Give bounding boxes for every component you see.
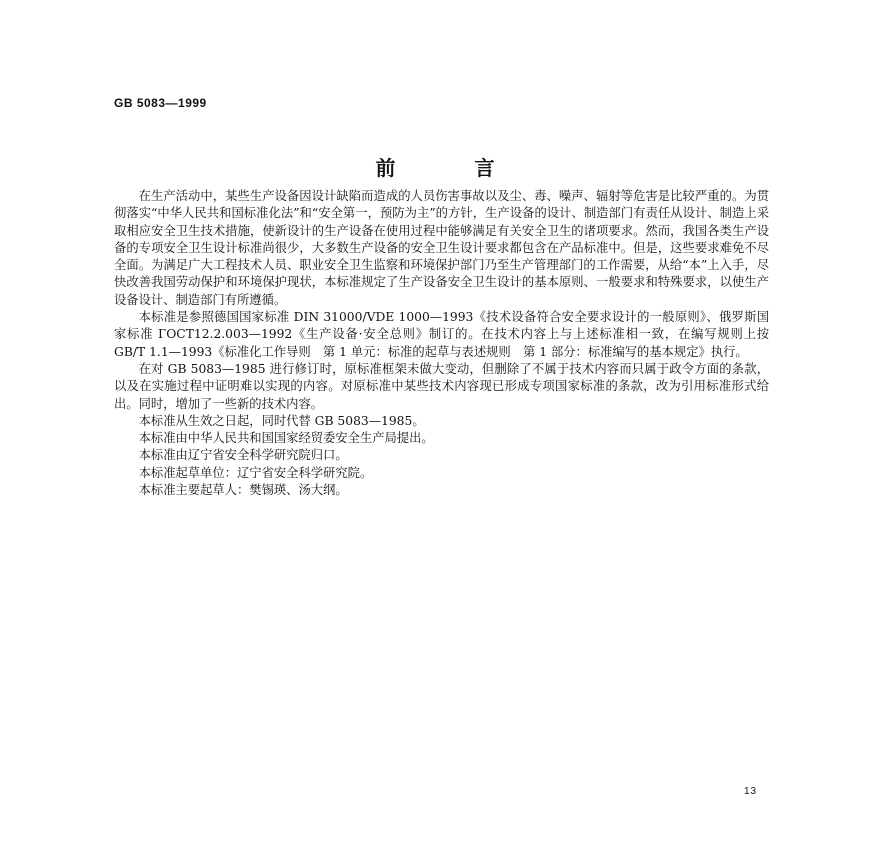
page-number: 13	[744, 786, 758, 797]
foreword-body	[114, 188, 769, 499]
paragraph-administrator: 本标准由辽宁省安全科学研究院归口。	[138, 448, 348, 463]
paragraph-drafters: 本标准主要起草人：樊锡瑛、汤大纲。	[138, 483, 348, 498]
paragraph-replacement: 本标准从生效之日起，同时代替 GB 5083—1985。	[138, 413, 425, 428]
paragraph-revision: 在对 GB 5083—1985 进行修订时，原标准框架未做大变动，但删除了不属于技术内容而只属于政令方面的条款，以及在实施过程中证明难以实现的内容。对原标准中某些技术内容现已形成专项国家标准的条款，改为引用标准形式给出。同时，增加了一些新的技术内容。	[114, 361, 769, 411]
standard-code: GB 5083—1999	[114, 96, 207, 110]
paragraph-background: 在生产活动中，某些生产设备因设计缺陷而造成的人员伤害事故以及尘、毒、噪声、辐射等危害是比较严重的。为贯彻落实“中华人民共和国标准化法”和“安全第一，预防为主”的方针，生产设备的设计、制造部门有责任从设计、制造上采取相应安全卫生技术措施，使新设计的生产设备在使用过程中能够满足有关安全卫生的诸项要求。然而，我国各类生产设备的专项安全卫生设计标准尚很少，大多数生产设备的安全卫生设计要求都包含在产品标准中。但是，这些要求难免不尽全面。为满足广大工程技术人员、职业安全卫生监察和环境保护部门乃至生产管理部门的工作需要，从给“本”上入手，尽快改善我国劳动保护和环境保护现状，本标准规定了生产设备安全卫生设计的基本原则、一般要求和特殊要求，以使生产设备设计、制造部门有所遵循。	[114, 189, 769, 307]
paragraph-references: 本标准是参照德国国家标准 DIN 31000/VDE 1000—1993《技术设备符合安全要求设计的一般原则》、俄罗斯国家标准 ГОСТ12.2.003—1992《生产设备·安全总则》制订的。在技术内容上与上述标准相一致，在编写规则上按 GB/T 1.1—1993《标准化工作导则 第 1 单元：标准的起草与表述规则 第 1 部分：标准编写的基本规定》执行。	[114, 310, 769, 359]
paragraph-proposer: 本标准由中华人民共和国国家经贸委安全生产局提出。	[138, 431, 434, 446]
paragraph-drafting-unit: 本标准起草单位：辽宁省安全科学研究院。	[138, 465, 373, 480]
page-title: 前 言	[375, 156, 531, 180]
